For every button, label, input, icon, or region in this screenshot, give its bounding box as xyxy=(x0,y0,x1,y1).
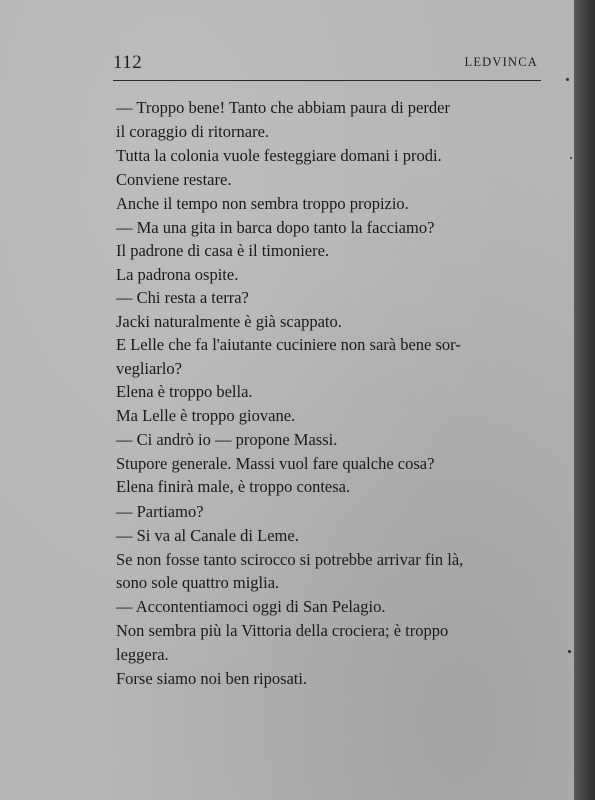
text-line: Forse siamo noi ben riposati. xyxy=(116,669,308,688)
text-line: Jacki naturalmente è già scappato. xyxy=(116,311,342,331)
text-line: sono sole quattro miglia. xyxy=(116,573,280,592)
text-line: Anche il tempo non sembra troppo propizio. xyxy=(116,194,409,213)
paper-speck xyxy=(570,157,572,159)
text-line: Se non fosse tanto scirocco si potrebbe arrivar fin là, xyxy=(116,549,464,569)
paper-speck xyxy=(568,650,571,653)
text-line: Stupore generale. Massi vuol fare qualche cosa? xyxy=(116,453,435,473)
text-line: — Partiamo? xyxy=(116,501,204,521)
text-line: Ma Lelle è troppo giovane. xyxy=(116,405,296,425)
text-line: — Troppo bene! Tanto che abbiam paura di perder xyxy=(116,98,450,117)
text-line: vegliarlo? xyxy=(116,358,182,378)
text-line: La padrona ospite. xyxy=(116,264,239,284)
text-line: — Si va al Canale di Leme. xyxy=(116,526,299,545)
body-text xyxy=(116,96,546,691)
page-edge-shadow xyxy=(574,0,595,800)
text-line: Conviene restare. xyxy=(116,169,232,189)
page-number: 112 xyxy=(113,52,143,73)
text-line: — Ma una gita in barca dopo tanto la facciamo? xyxy=(116,217,435,237)
text-line: Elena è troppo bella. xyxy=(116,382,253,401)
paper-speck xyxy=(566,78,569,81)
text-line: Tutta la colonia vuole festeggiare domani i prodi. xyxy=(116,146,442,165)
text-line: il coraggio di ritornare. xyxy=(116,121,270,141)
text-line: — Accontentiamoci oggi di San Pelagio. xyxy=(116,596,386,616)
header-rule xyxy=(113,80,541,81)
running-title: LEDVINCA xyxy=(464,55,538,69)
text-line: E Lelle che fa l'aiutante cuciniere non sarà bene sor- xyxy=(116,335,461,354)
text-line: Elena finirà male, è troppo contesa. xyxy=(116,477,351,496)
text-line: — Chi resta a terra? xyxy=(116,288,249,307)
text-line: Il padrone di casa è il timoniere. xyxy=(116,241,330,260)
text-line: — Ci andrò io — propone Massi. xyxy=(116,430,338,449)
text-line: leggera. xyxy=(116,644,169,664)
text-line: Non sembra più la Vittoria della crociera; è troppo xyxy=(116,621,449,640)
